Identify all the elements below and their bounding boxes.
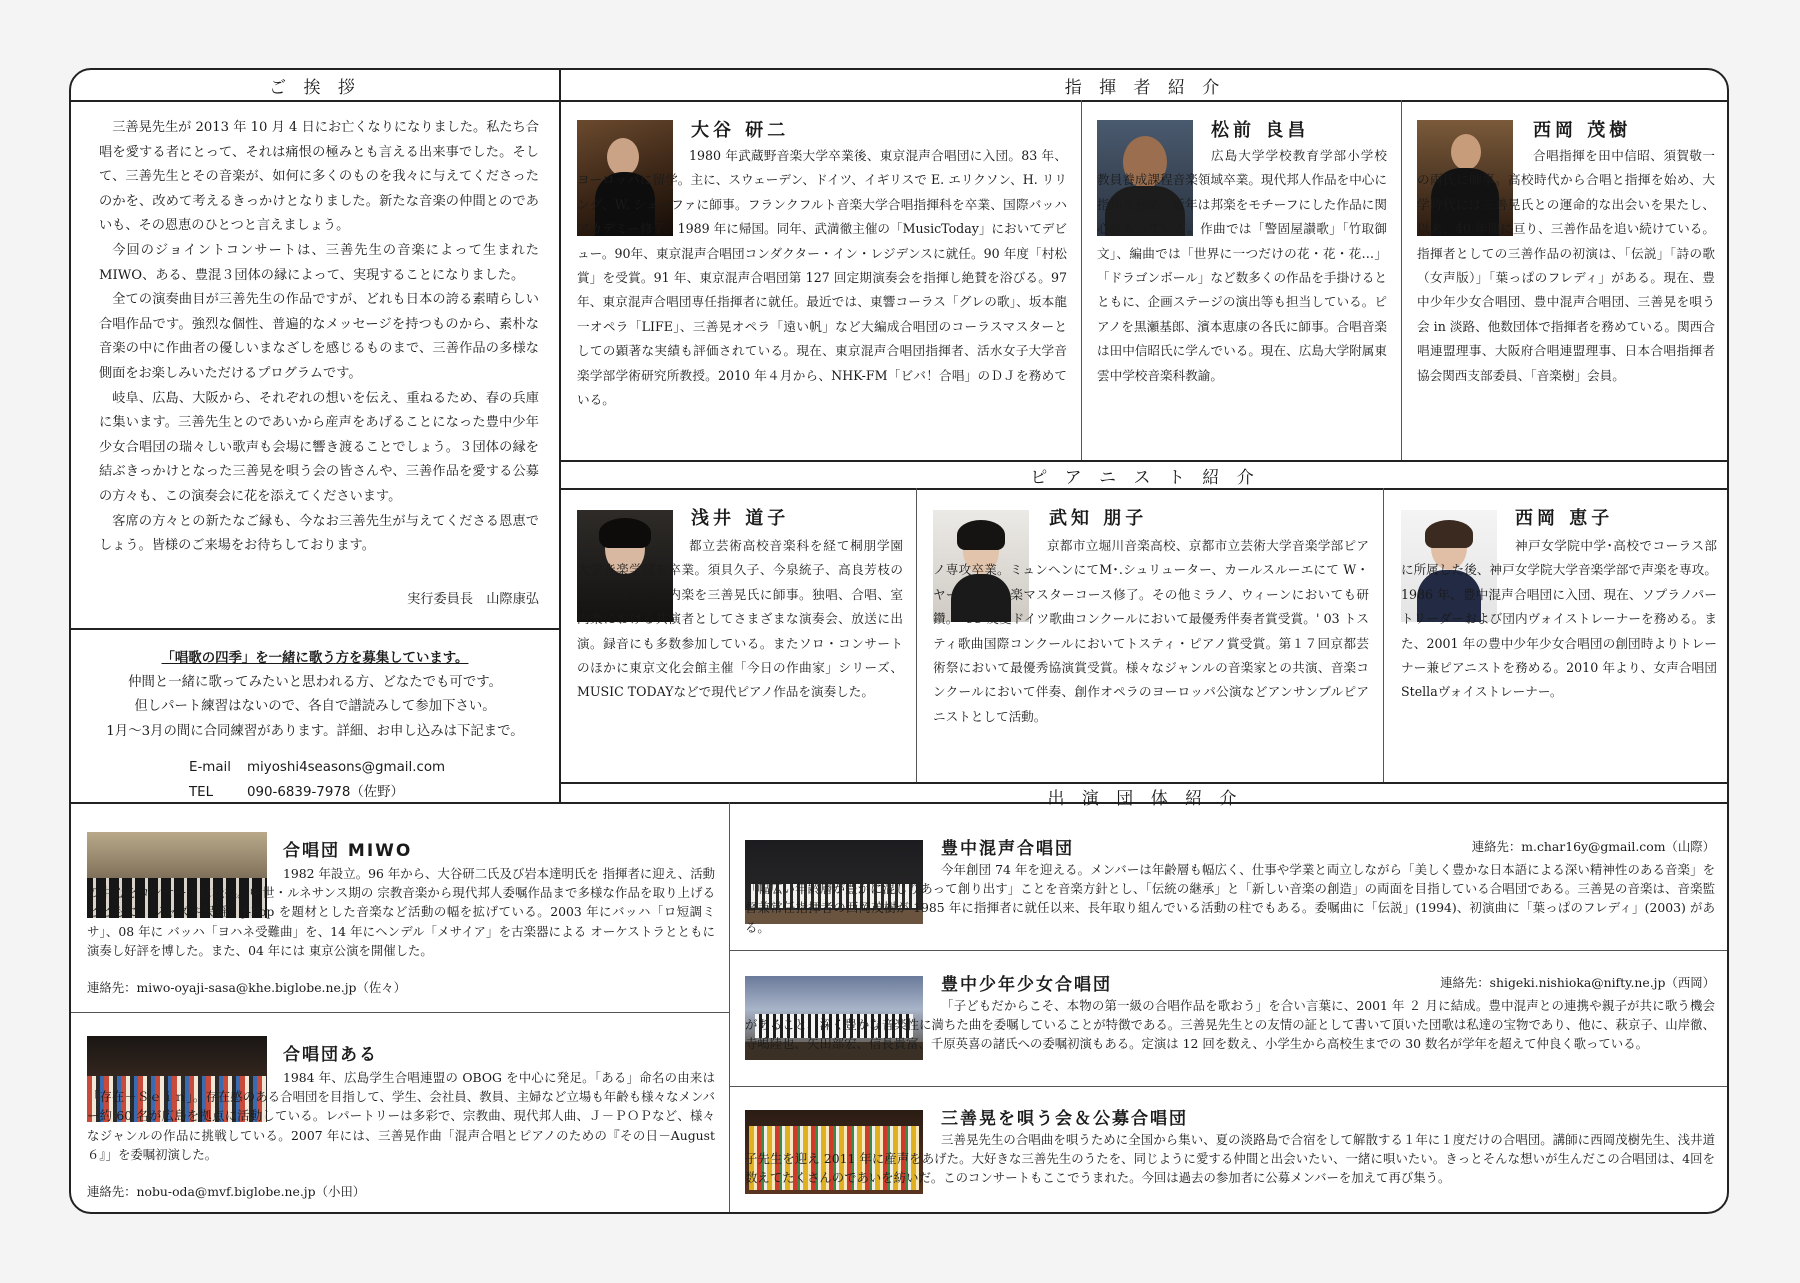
- recruit-line: 但しパート練習はないので、各自で譜読みして参加下さい。: [134, 699, 496, 715]
- tel-number: 090-6839-7978（佐野）: [247, 785, 404, 800]
- divider: [71, 1012, 729, 1013]
- greeting-signature: 実行委員長 山際康弘: [407, 592, 539, 607]
- recruit-heading: 「唱歌の四季」を一緒に歌う方を募集しています。: [161, 650, 469, 666]
- conductor-name: 大谷 研二: [691, 120, 790, 141]
- greeting-body: [99, 116, 539, 559]
- group-text: 1984 年、広島学生合唱連盟の OBOG を中心に発足。「ある」命名の由来は「存在－Ｓｅｉｎ」。存在感のある合唱団を目指して、学生、会社員、教員、主婦など立場も年齢も様々なメンバー約 60 名が広島を拠点に活動している。レパートリーは多彩で、宗教曲、現代邦人曲、Ｊ－ＰＯＰなど、様々なジャンルの作品に挑戦している。2007 年には、三善晃作曲「混声合唱とピアノのための『その日－August６』」を委嘱初演した。: [87, 1070, 715, 1162]
- group-name: 三善晃を唄う会＆公募合唱団: [941, 1109, 1188, 1129]
- conductor-bio: 広島大学学校教育学部小学校教員養成課程音楽領域卒業。現代邦人作品を中心に指揮を務め、近年は邦楽をモチーフにした作品に関心をもっている。作曲では「警固屋讃歌」「竹取御文」、編曲では「世界に一つだけの花・花・花…」「ドラゴンボール」など数多くの作品を手掛けるとともに、企画ステージの演出等も担当している。ピアノを黒瀬基郎、濱本恵康の各氏に師事。合唱音楽は田中信昭氏に学んでいる。現在、広島大学附属東雲中学校音楽科教諭。: [1097, 148, 1387, 383]
- group-text: 今年創団 74 年を迎える。メンバーは年齢層も幅広く、仕事や学業と両立しながら「美しく豊かな日本語による深い精神性のある音楽」を「幅広い年齢層が豊かに混じりあって創り出す」ことを音楽方針とし、「伝統の継承」と「新しい音楽の創造」の両面を目指している合唱団である。三善晃の音楽は、音楽監督兼常任指揮者の西岡茂樹が 1985 年に指揮者に就任以来、長年取り組んでいる活動の柱でもある。委嘱曲に「伝説」(1994)、初演曲に「葉っぱのフレディ」(2003) がある。: [745, 862, 1715, 935]
- divider: [729, 950, 1729, 951]
- pianist-bio: 神戸女学院中学･高校でコーラス部に所属した後、神戸女学院大学音楽学部で声楽を専攻。1986 年、豊中混声合唱団に入団、現在、ソプラノパートリーダーおよび団内ヴォイストレーナーを務める。また、2001 年の豊中少年少女合唱団の創団時よりトレーナー兼ピアニストを務める。2010 年より、女声合唱団 Stellaヴォイストレーナー。: [1401, 538, 1717, 700]
- divider: [916, 488, 917, 782]
- email-label: E-mail: [189, 760, 231, 775]
- pianist-bio: 都立芸術高校音楽科を経て桐朋学園大学音楽学部を卒業。須貝久子、今泉統子、高良芳枝の各氏に師事。室内楽を三善晃氏に師事。独唱、合唱、室内楽における共演者としてさまざまな演奏会、放送に出演。録音にも多数参加している。またソロ・コンサートのほかに東京文化会館主催「今日の作曲家」シリーズ、MUSIC TODAYなどで現代ピアノ作品を演奏した。: [577, 538, 903, 700]
- program-sheet: [69, 68, 1729, 1214]
- divider: [1383, 488, 1384, 782]
- recruit-line: 1月～3月の間に合同練習があります。詳細、お申し込みは下記まで。: [106, 723, 524, 739]
- group-name: 豊中少年少女合唱団: [941, 975, 1112, 995]
- group-name: 豊中混声合唱団: [941, 839, 1074, 859]
- divider: [559, 460, 1729, 462]
- greeting-paragraph: 今回のジョイントコンサートは、三善先生の音楽によって生まれた MIWO、ある、豊混３団体の縁によって、実現することになりました。: [99, 242, 539, 283]
- conductor-name: 松前 良昌: [1211, 120, 1310, 141]
- recruit-line: 仲間と一緒に歌ってみたいと思われる方、どなたでも可です。: [128, 674, 502, 690]
- divider: [1081, 100, 1082, 460]
- divider: [559, 488, 1729, 490]
- pianist-name: 浅井 道子: [691, 508, 790, 529]
- recruit-box: [71, 646, 559, 744]
- divider: [1401, 100, 1402, 460]
- divider: [71, 100, 1729, 102]
- greeting-paragraph: 全ての演奏曲目が三善先生の作品ですが、どれも日本の誇る素晴らしい合唱作品です。強烈な個性、普遍的なメッセージを持つものから、素朴な音楽の中に作曲者の優しいまなざしを感じるものまで、三善作品の多様な側面をお楽しみいただけるプログラムです。: [99, 292, 539, 381]
- divider: [729, 1086, 1729, 1087]
- group-text: 三善晃先生の合唱曲を唄うために全国から集い、夏の淡路島で合宿をして解散する１年に１度だけの合唱団。講師に西岡茂樹先生、浅井道子先生を迎え 2011 年に産声をあげた。大好きな三善先生のうたを、同じように愛する仲間と出会いたい、一緒に唄いたい。きっとそんな想いが生んだこの合唱団は、4回を数えてたくさんのであいを紡いだ。このコンサートもここでうまれた。今回は過去の参加者に公募メンバーを加えて再び集う。: [745, 1132, 1715, 1186]
- divider: [559, 70, 561, 802]
- group-name: 合唱団ある: [283, 1045, 378, 1065]
- group-contact: 連絡先：shigeki.nishioka@nifty.ne.jp（西岡）: [1440, 975, 1715, 990]
- recruit-contact: [189, 755, 445, 805]
- greeting-paragraph: 岐阜、広島、大阪から、それぞれの想いを伝え、重ねるため、春の兵庫に集います。三善先生とのであいから産声をあげることになった豊中少年少女合唱団の瑞々しい歌声も会場に響き渡ることでしょう。３団体の縁を結ぶきっかけとなった三善晃を唄う会の皆さんや、三善作品を愛する公募の方々も、この演奏会に花を添えてくださいます。: [99, 390, 539, 504]
- divider: [729, 802, 730, 1214]
- conductor-bio: 合唱指揮を田中信昭、須賀敬一の両氏に師事。高校時代から合唱と指揮を始め、大学時代には三善晃氏との運命的な出会いを果たし、以来、40 年間に亘り、三善作品を追い続けている。指揮者としての三善作品の初演は、「伝説」「詩の歌（女声版）」「葉っぱのフレディ」がある。現在、豊中少年少女合唱団、豊中混声合唱団、三善晃を唄う会 in 淡路、他数団体で指揮者を務めている。関西合唱連盟理事、大阪府合唱連盟理事、日本合唱指揮者協会関西支部委員、「音楽樹」会員。: [1417, 148, 1715, 383]
- tel-label: TEL: [189, 785, 214, 800]
- conductor-name: 西岡 茂樹: [1533, 120, 1632, 141]
- group-contact: 連絡先：nobu-oda@mvf.biglobe.ne.jp（小田）: [87, 1184, 366, 1199]
- group-contact: 連絡先：miwo-oyaji-sasa@khe.biglobe.ne.jp（佐々）: [87, 980, 407, 995]
- pianist-name: 西岡 恵子: [1515, 508, 1614, 529]
- group-text: 「子どもだからこそ、本物の第一級の合唱作品を歌おう」を合い言葉に、2001 年 ２ 月に結成。豊中混声との連携や親子が共に歌う機会があること、深く豊かな音楽性に満ちた曲を委嘱していることが特徴である。三善晃先生との友情の証として書いて頂いた団歌は私達の宝物であり、他に、萩京子、山岸徹、寺嶋陸也、矢田部宏、信長貴富、千原英喜の諸氏への委嘱初演もある。定演は 12 回を数え、小学生から高校生までの 30 数名が学年を超えて仲良く歌っている。: [745, 998, 1715, 1052]
- conductor-bio: 1980 年武蔵野音楽大学卒業後、東京混声合唱団に入団。83 年、ヨーロッパに留学。主に、スウェーデン、ドイツ、イギリスで E. エリクソン、H. リリング、W. シェーファに師事。フランクフルト音楽大学合唱指揮科を卒業、国際バッハアカデミー修了。1989 年に帰国。同年、武満徹主催の「MusicToday」においてデビュー。90年、東京混声合唱団コンダクター・イン・レジデンスに就任。90 年度「村松賞」を受賞。91 年、東京混声合唱団第 127 回定期演奏会を指揮し絶賛を浴びる。97 年、東京混声合唱団専任指揮者に就任。最近では、東響コーラス「グレの歌」、坂本龍一オペラ「LIFE」、三善晃オペラ「遠い帆」など大編成合唱団のコーラスマスターとしての顕著な実績も評価されている。現在、東京混声合唱団指揮者、活水女子大学音楽学部学術研究所教授。2010 年４月から、NHK-FM「ビバ！合唱」のＤＪを務めている。: [577, 148, 1067, 408]
- conductors-title: 指 揮 者 紹 介: [1064, 78, 1226, 98]
- pianist-bio: 京都市立堀川音楽高校、京都市立芸術大学音楽学部ピアノ専攻卒業。ミュンヘンにてM･.シュリューター、カールスルーエにて W・ヤーンの室内楽マスターコース修了。その他ミラノ、ウィーンにおいても研鑽。' 95 友愛ドイツ歌曲コンクールにおいて最優秀伴奏者賞受賞。' 03 トスティ歌曲国際コンクールにおいてトスティ・ピアノ賞受賞。第１７回京都芸術祭において最優秀協演賞受賞。様々なジャンルの音楽家との共演、音楽コンクールにおいて伴奏、創作オペラのヨーロッパ公演などアンサンブルピアニストとして活動。: [933, 538, 1369, 724]
- group-name: 合唱団 MIWO: [283, 841, 413, 861]
- greeting-paragraph: 客席の方々との新たなご縁も、今なお三善先生が与えてくださる恩恵でしょう。皆様のご来場をお待ちしております。: [99, 513, 539, 554]
- pianist-name: 武知 朋子: [1049, 508, 1148, 529]
- groups-title: 出 演 団 体 紹 介: [1047, 789, 1243, 809]
- group-contact: 連絡先：m.char16y@gmail.com（山際）: [1471, 839, 1715, 854]
- group-text: 1982 年設立。96 年から、大谷研二氏及び岩本達明氏を 指揮者に迎え、活動の中心をコンサートに転換。中世・ルネサンス期の 宗教音楽から現代邦人委嘱作品まで多様な作品を取り上げるとともに、ジャズや民謡、J-Pop を題材とした音楽など活動の幅を拡げている。2003 年にバッハ「ロ短調ミサ」、08 年に バッハ「ヨハネ受難曲」を、14 年にヘンデル「メサイア」を古楽器による オーケストラとともに演奏し好評を博した。また、04 年には 東京公演を開催した。: [87, 866, 715, 958]
- greeting-title: ご 挨 拶: [269, 78, 361, 98]
- pianists-title: ピ ア ニ ス ト 紹 介: [1030, 468, 1260, 488]
- divider: [71, 628, 559, 630]
- greeting-paragraph: 三善晃先生が 2013 年 10 月 4 日にお亡くなりになりました。私たち合唱を愛する者にとって、それは痛恨の極みとも言える出来事でした。そして、三善先生とその音楽が、如何に多くのものを我々に与えてくださったのかを、改めて考えるきっかけとなりました。新たな音楽の仲間とのであいも、その恩恵のひとつと言えましょう。: [99, 120, 539, 234]
- email-link[interactable]: miyoshi4seasons@gmail.com: [247, 760, 446, 775]
